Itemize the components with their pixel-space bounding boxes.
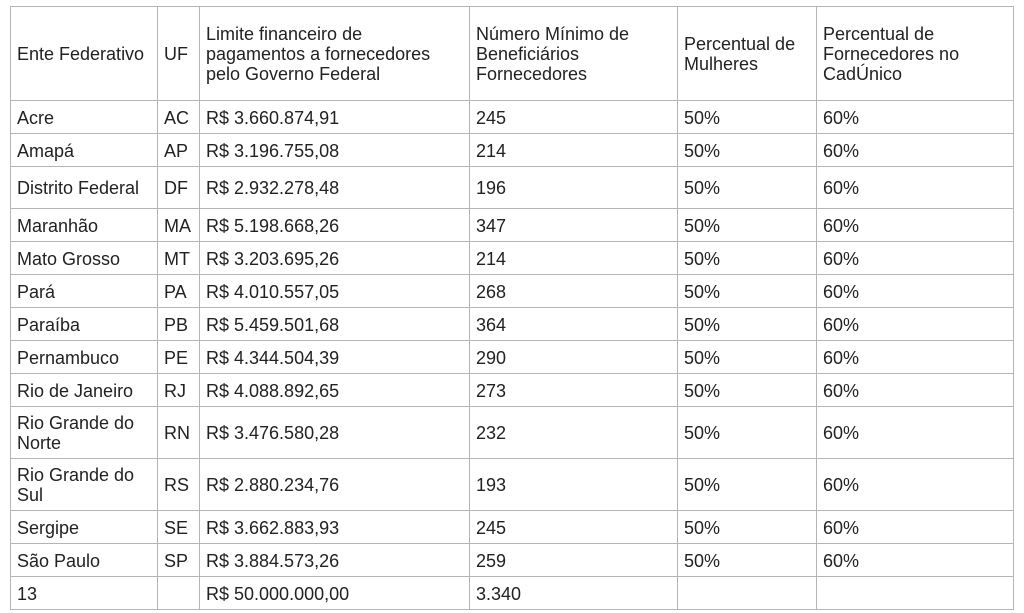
cell-limite: R$ 3.203.695,26 [200, 242, 470, 275]
cell-limite: R$ 2.880.234,76 [200, 459, 470, 511]
table-row [11, 511, 1014, 544]
cell-uf: RN [158, 407, 200, 459]
cell-ente: Rio Grande do Norte [11, 407, 158, 459]
cell-uf: DF [158, 167, 200, 209]
cell-minimo: 232 [470, 407, 678, 459]
cell-cadunico: 60% [817, 209, 1014, 242]
cell-limite: R$ 2.932.278,48 [200, 167, 470, 209]
cell-mulheres: 50% [678, 101, 817, 134]
table-row [11, 544, 1014, 577]
table-row [11, 242, 1014, 275]
cell-limite: R$ 3.196.755,08 [200, 134, 470, 167]
cell-minimo: 273 [470, 374, 678, 407]
cell-ente: São Paulo [11, 544, 158, 577]
cell-mulheres: 50% [678, 341, 817, 374]
cell-limite: R$ 4.010.557,05 [200, 275, 470, 308]
table-row [11, 341, 1014, 374]
cell-minimo: 347 [470, 209, 678, 242]
total-limite: R$ 50.000.000,00 [200, 577, 470, 610]
cell-uf: RS [158, 459, 200, 511]
cell-mulheres: 50% [678, 459, 817, 511]
cell-ente: Sergipe [11, 511, 158, 544]
header-row [11, 7, 1014, 101]
cell-cadunico: 60% [817, 308, 1014, 341]
cell-cadunico: 60% [817, 101, 1014, 134]
cell-mulheres: 50% [678, 209, 817, 242]
total-row [11, 577, 1014, 610]
table-container [10, 6, 1014, 610]
suppliers-table [10, 6, 1014, 610]
cell-limite: R$ 5.459.501,68 [200, 308, 470, 341]
cell-cadunico: 60% [817, 134, 1014, 167]
cell-ente: Rio de Janeiro [11, 374, 158, 407]
cell-minimo: 196 [470, 167, 678, 209]
cell-minimo: 245 [470, 511, 678, 544]
table-row [11, 374, 1014, 407]
header-percentual-mulheres: Percentual de Mulheres [678, 7, 817, 101]
cell-uf: PB [158, 308, 200, 341]
cell-cadunico: 60% [817, 167, 1014, 209]
total-mulheres [678, 577, 817, 610]
cell-cadunico: 60% [817, 275, 1014, 308]
cell-minimo: 214 [470, 134, 678, 167]
table-row [11, 459, 1014, 511]
cell-cadunico: 60% [817, 511, 1014, 544]
cell-mulheres: 50% [678, 374, 817, 407]
cell-limite: R$ 4.344.504,39 [200, 341, 470, 374]
table-header [11, 7, 1014, 101]
cell-mulheres: 50% [678, 275, 817, 308]
table-row [11, 167, 1014, 209]
total-uf [158, 577, 200, 610]
cell-mulheres: 50% [678, 407, 817, 459]
table-row [11, 407, 1014, 459]
cell-uf: PA [158, 275, 200, 308]
cell-limite: R$ 3.662.883,93 [200, 511, 470, 544]
cell-ente: Distrito Federal [11, 167, 158, 209]
cell-uf: AC [158, 101, 200, 134]
table-row [11, 308, 1014, 341]
header-ente-federativo: Ente Federativo [11, 7, 158, 101]
cell-cadunico: 60% [817, 374, 1014, 407]
cell-minimo: 214 [470, 242, 678, 275]
cell-mulheres: 50% [678, 511, 817, 544]
table-row [11, 209, 1014, 242]
cell-cadunico: 60% [817, 407, 1014, 459]
cell-uf: PE [158, 341, 200, 374]
cell-uf: MT [158, 242, 200, 275]
table-row [11, 134, 1014, 167]
cell-minimo: 245 [470, 101, 678, 134]
cell-ente: Mato Grosso [11, 242, 158, 275]
total-minimo: 3.340 [470, 577, 678, 610]
cell-cadunico: 60% [817, 459, 1014, 511]
cell-ente: Maranhão [11, 209, 158, 242]
header-percentual-cadunico: Percentual de Fornecedores no CadÚnico [817, 7, 1014, 101]
cell-uf: SE [158, 511, 200, 544]
cell-ente: Amapá [11, 134, 158, 167]
cell-limite: R$ 3.660.874,91 [200, 101, 470, 134]
cell-uf: RJ [158, 374, 200, 407]
table-row [11, 101, 1014, 134]
cell-limite: R$ 3.884.573,26 [200, 544, 470, 577]
header-limite-financeiro: Limite financeiro de pagamentos a fornecedores pelo Governo Federal [200, 7, 470, 101]
cell-mulheres: 50% [678, 134, 817, 167]
total-count: 13 [11, 577, 158, 610]
cell-minimo: 290 [470, 341, 678, 374]
cell-ente: Acre [11, 101, 158, 134]
cell-cadunico: 60% [817, 242, 1014, 275]
cell-ente: Rio Grande do Sul [11, 459, 158, 511]
header-uf: UF [158, 7, 200, 101]
cell-ente: Paraíba [11, 308, 158, 341]
cell-ente: Pará [11, 275, 158, 308]
cell-limite: R$ 4.088.892,65 [200, 374, 470, 407]
cell-limite: R$ 3.476.580,28 [200, 407, 470, 459]
cell-mulheres: 50% [678, 308, 817, 341]
cell-minimo: 364 [470, 308, 678, 341]
cell-minimo: 193 [470, 459, 678, 511]
cell-ente: Pernambuco [11, 341, 158, 374]
cell-mulheres: 50% [678, 544, 817, 577]
cell-uf: SP [158, 544, 200, 577]
cell-limite: R$ 5.198.668,26 [200, 209, 470, 242]
table-row [11, 275, 1014, 308]
cell-mulheres: 50% [678, 242, 817, 275]
cell-cadunico: 60% [817, 544, 1014, 577]
cell-uf: MA [158, 209, 200, 242]
cell-cadunico: 60% [817, 341, 1014, 374]
cell-minimo: 259 [470, 544, 678, 577]
cell-minimo: 268 [470, 275, 678, 308]
cell-uf: AP [158, 134, 200, 167]
header-numero-minimo: Número Mínimo de Beneficiários Fornecedores [470, 7, 678, 101]
cell-mulheres: 50% [678, 167, 817, 209]
table-body [11, 101, 1014, 610]
total-cadunico [817, 577, 1014, 610]
